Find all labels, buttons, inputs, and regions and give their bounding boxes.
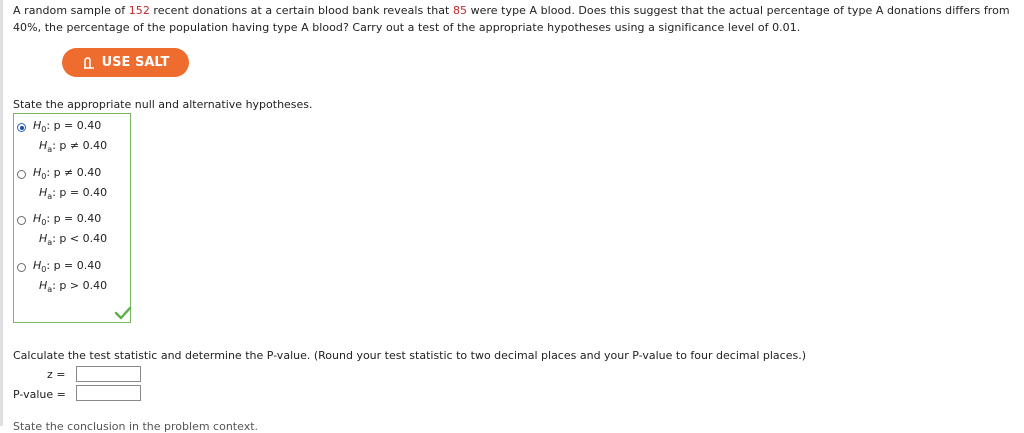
radio-unselected[interactable] [17, 216, 26, 225]
z-input[interactable] [76, 366, 141, 382]
use-salt-label: USE SALT [101, 55, 170, 70]
question-part-2: recent donations at a certain blood bank reveals that [149, 4, 453, 17]
p-value-label: P-value = [13, 388, 66, 401]
option-2-h0: $H_0$: p ≠ 0.40 [33, 166, 102, 181]
option-2-ha: $H_a$: p = 0.40 [39, 186, 108, 201]
hypotheses-prompt: State the appropriate null and alternative hypotheses. [13, 98, 313, 111]
salt-icon [82, 56, 96, 70]
left-border [0, 0, 3, 426]
hypothesis-option-1[interactable] [14, 114, 130, 158]
z-label: z = [47, 368, 66, 381]
sample-size-value: 152 [128, 4, 150, 17]
option-4-ha: $H_a$: p > 0.40 [39, 279, 108, 294]
hypothesis-option-4[interactable] [14, 254, 130, 298]
hypothesis-option-2[interactable] [14, 161, 130, 205]
hypotheses-choice-box [13, 113, 131, 323]
use-salt-button[interactable] [62, 48, 189, 77]
type-a-count-value: 85 [452, 4, 468, 17]
option-4-h0: $H_0$: p = 0.40 [33, 259, 102, 274]
radio-selected[interactable] [17, 123, 26, 132]
question-part-3: were type A blood. Does this suggest that the actual percentage of type A donations differs from 40%, the percentage of the population having type A blood? Carry out a test of the appropriate hypotheses using a significance level of 0.01. [13, 4, 1010, 34]
option-1-ha: $H_a$: p ≠ 0.40 [39, 139, 108, 154]
cutoff-next-prompt: State the conclusion in the problem context. [13, 420, 259, 433]
question-part-1: A random sample of [13, 4, 129, 17]
p-value-input[interactable] [76, 385, 141, 401]
test-statistic-prompt: Calculate the test statistic and determine the P-value. (Round your test statistic to two decimal places and your P-value to four decimal places.) [13, 349, 806, 362]
option-3-ha: $H_a$: p < 0.40 [39, 232, 108, 247]
checkmark-icon [115, 307, 131, 319]
radio-unselected[interactable] [17, 263, 26, 272]
hypothesis-option-3[interactable] [14, 207, 130, 251]
option-3-h0: $H_0$: p = 0.40 [33, 212, 102, 227]
option-1-h0: $H_0$: p = 0.40 [33, 119, 102, 134]
question-text [13, 3, 1013, 36]
radio-unselected[interactable] [17, 170, 26, 179]
